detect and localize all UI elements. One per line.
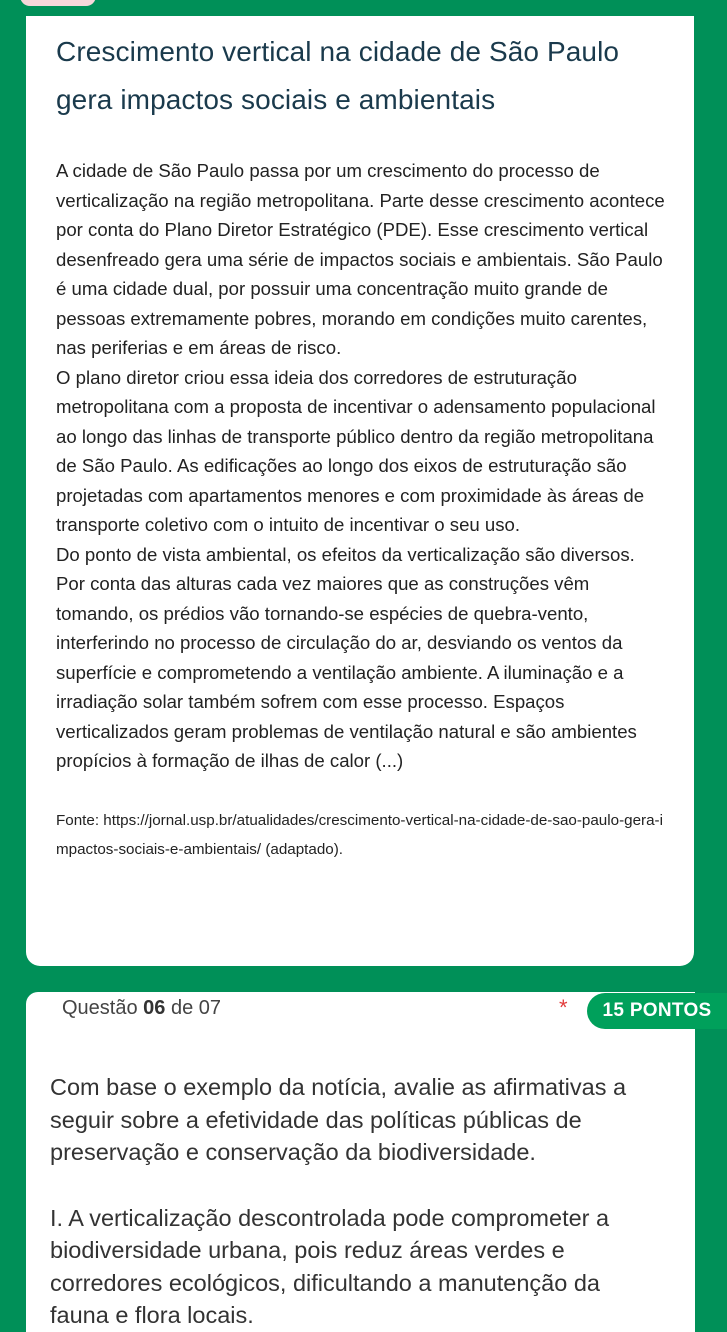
top-tab-indicator [20,0,96,6]
question-body [50,1071,695,1332]
question-statement: I. A verticalização descontrolada pode comprometer a biodiversidade urbana, pois reduz áreas verdes e corredores ecológicos, dificultando a manutenção da fauna e flora locais. [50,1204,610,1328]
points-badge: 15 PONTOS [587,993,727,1029]
article-body [56,156,666,776]
question-number: 06 [143,997,166,1019]
article-card [26,16,694,966]
article-paragraph: Do ponto de vista ambiental, os efeitos da verticalização são diversos. Por conta das alturas cada vez maiores que as construções vêm tomando, os prédios vão tornando-se espécies de quebra-vento, interferindo no processo de circulação do ar, desviando os ventos da superfície e comprometendo a ventilação ambiente. A iluminação e a irradiação solar também sofrem com esse processo. Espaços verticalizados geram problemas de ventilação natural e são ambientes propícios à formação de ilhas de calor (...) [56,543,637,771]
article-source: Fonte: https://jornal.usp.br/atualidades/crescimento-vertical-na-cidade-de-sao-paulo-gera-impactos-sociais-e-ambientais/ (adaptado). [56,811,663,858]
required-icon: * [559,995,568,1020]
article-paragraph: A cidade de São Paulo passa por um crescimento do processo de verticalização na região metropolitana. Parte desse crescimento acontece por conta do Plano Diretor Estratégico (PDE). Esse crescimento vertical desenfreado gera uma série de impactos sociais e ambientais. São Paulo é uma cidade dual, por possuir uma concentração muito grande de pessoas extremamente pobres, morando em condições muito carentes, nas periferias e em áreas de risco. [56,160,665,358]
question-of: de [170,997,194,1019]
question-label: Questão [62,997,138,1019]
question-card [26,992,712,1332]
question-total: 07 [198,997,222,1019]
question-prompt: Com base o exemplo da notícia, avalie as afirmativas a seguir sobre a efetividade das políticas públicas de preservação e conservação da biodiversidade. [50,1074,627,1165]
article-title: Crescimento vertical na cidade de São Paulo gera impactos sociais e ambientais [56,36,620,115]
question-header [50,992,712,1032]
question-counter [62,997,221,1020]
article-paragraph: O plano diretor criou essa ideia dos corredores de estruturação metropolitana com a proposta de incentivar o adensamento populacional ao longo das linhas de transporte público dentro da região metropolitana de São Paulo. As edificações ao longo dos eixos de estruturação são projetadas com apartamentos menores e com proximidade às áreas de transporte coletivo com o intuito de incentivar o seu uso. [56,366,656,535]
